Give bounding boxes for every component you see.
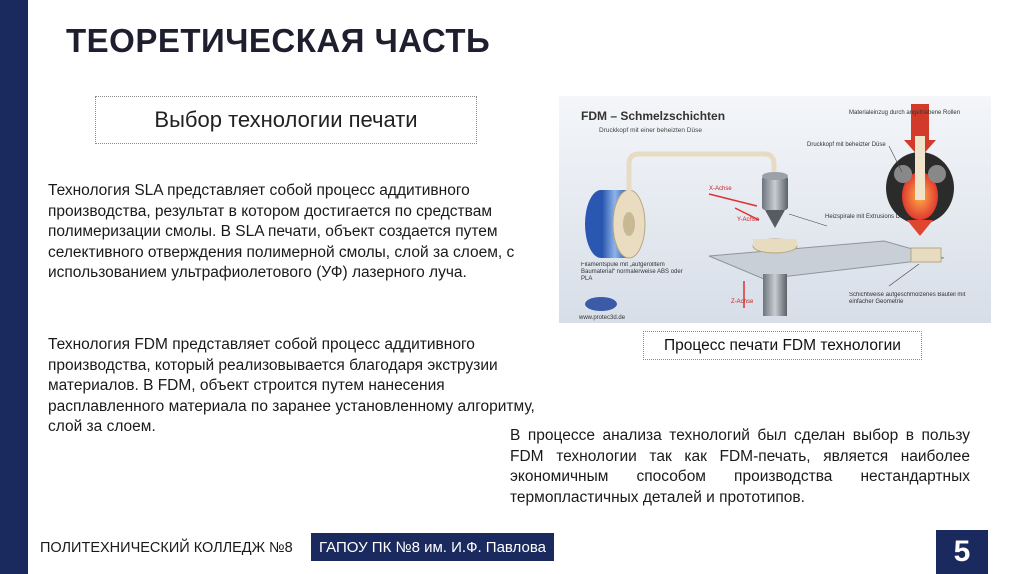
figure-heading: FDM – Schmelzschichten [581, 109, 726, 123]
fdm-diagram-image [559, 96, 991, 323]
page-number: 5 [936, 530, 988, 574]
website-label: www.protec3d.de [579, 315, 626, 321]
left-accent-bar [0, 0, 28, 574]
footer-badge-text: ГАПОУ ПК №8 им. И.Ф. Павлова [319, 538, 546, 556]
label-filament-wrap [581, 262, 693, 296]
x-axis-label: X-Achse [709, 186, 732, 192]
label-schicht: Schichtweise aufgeschmolzenes Bauteil mit einfacher Geometrie [849, 292, 966, 305]
label-material: Materialeinzug durch angetriebene Rollen [849, 110, 961, 116]
subtitle-text: Выбор технологии печати [154, 107, 418, 132]
label-druckkopf: Druckkopf mit beheizter Düse [807, 142, 886, 148]
figure-subheading: Druckkopf mit einer beheizten Düse [599, 127, 702, 134]
figure-caption: Процесс печати FDM технологии [664, 336, 901, 354]
subtitle-box [95, 96, 477, 144]
filament-spool [585, 190, 645, 258]
layered-part [911, 248, 941, 262]
footer-badge [311, 533, 554, 561]
paragraph-sla: Технология SLA представляет собой процесс аддитивного производства, результат в котором достигается по средствам полимеризации смолы. В SLA печати, объект создается путем селективного отверждения полимерной смолы, слой за слоем, с использованием ультрафиолетового (УФ) лазерного луча. [48, 182, 515, 281]
slide-title: ТЕОРЕТИЧЕСКАЯ ЧАСТЬ [66, 22, 491, 59]
printed-part-body [753, 239, 797, 246]
paragraph-fdm: Технология FDM представляет собой процесс аддитивного производства, который реализовывается благодаря экструзии материалов. В FDM, объект строится путем нанесения расплавленного материала по заранее установленному алгоритму, слой за слоем. [48, 336, 535, 435]
label-heizspirale: Heizspirale mit Extrusions Düse [825, 214, 910, 220]
footer-college: ПОЛИТЕХНИЧЕСКИЙ КОЛЛЕДЖ №8 [40, 540, 293, 556]
figure-caption-box [643, 331, 922, 360]
protec-logo [585, 297, 617, 311]
label-schicht-wrap [849, 292, 989, 316]
z-column [763, 274, 787, 316]
z-axis-label: Z-Achse [731, 299, 754, 305]
y-axis-label: Y-Achse [737, 217, 760, 223]
conclusion-paragraph: В процессе анализа технологий был сделан выбор в пользу FDM технологии так как FDM-печать, является наиболее экономичным способом производства нестандартных термопластичных деталей и прототипов. [510, 427, 970, 506]
label-filament: Filamentspule mit „aufgerolltem Baumaterial“ normalerweise ABS oder PLA [581, 262, 683, 282]
